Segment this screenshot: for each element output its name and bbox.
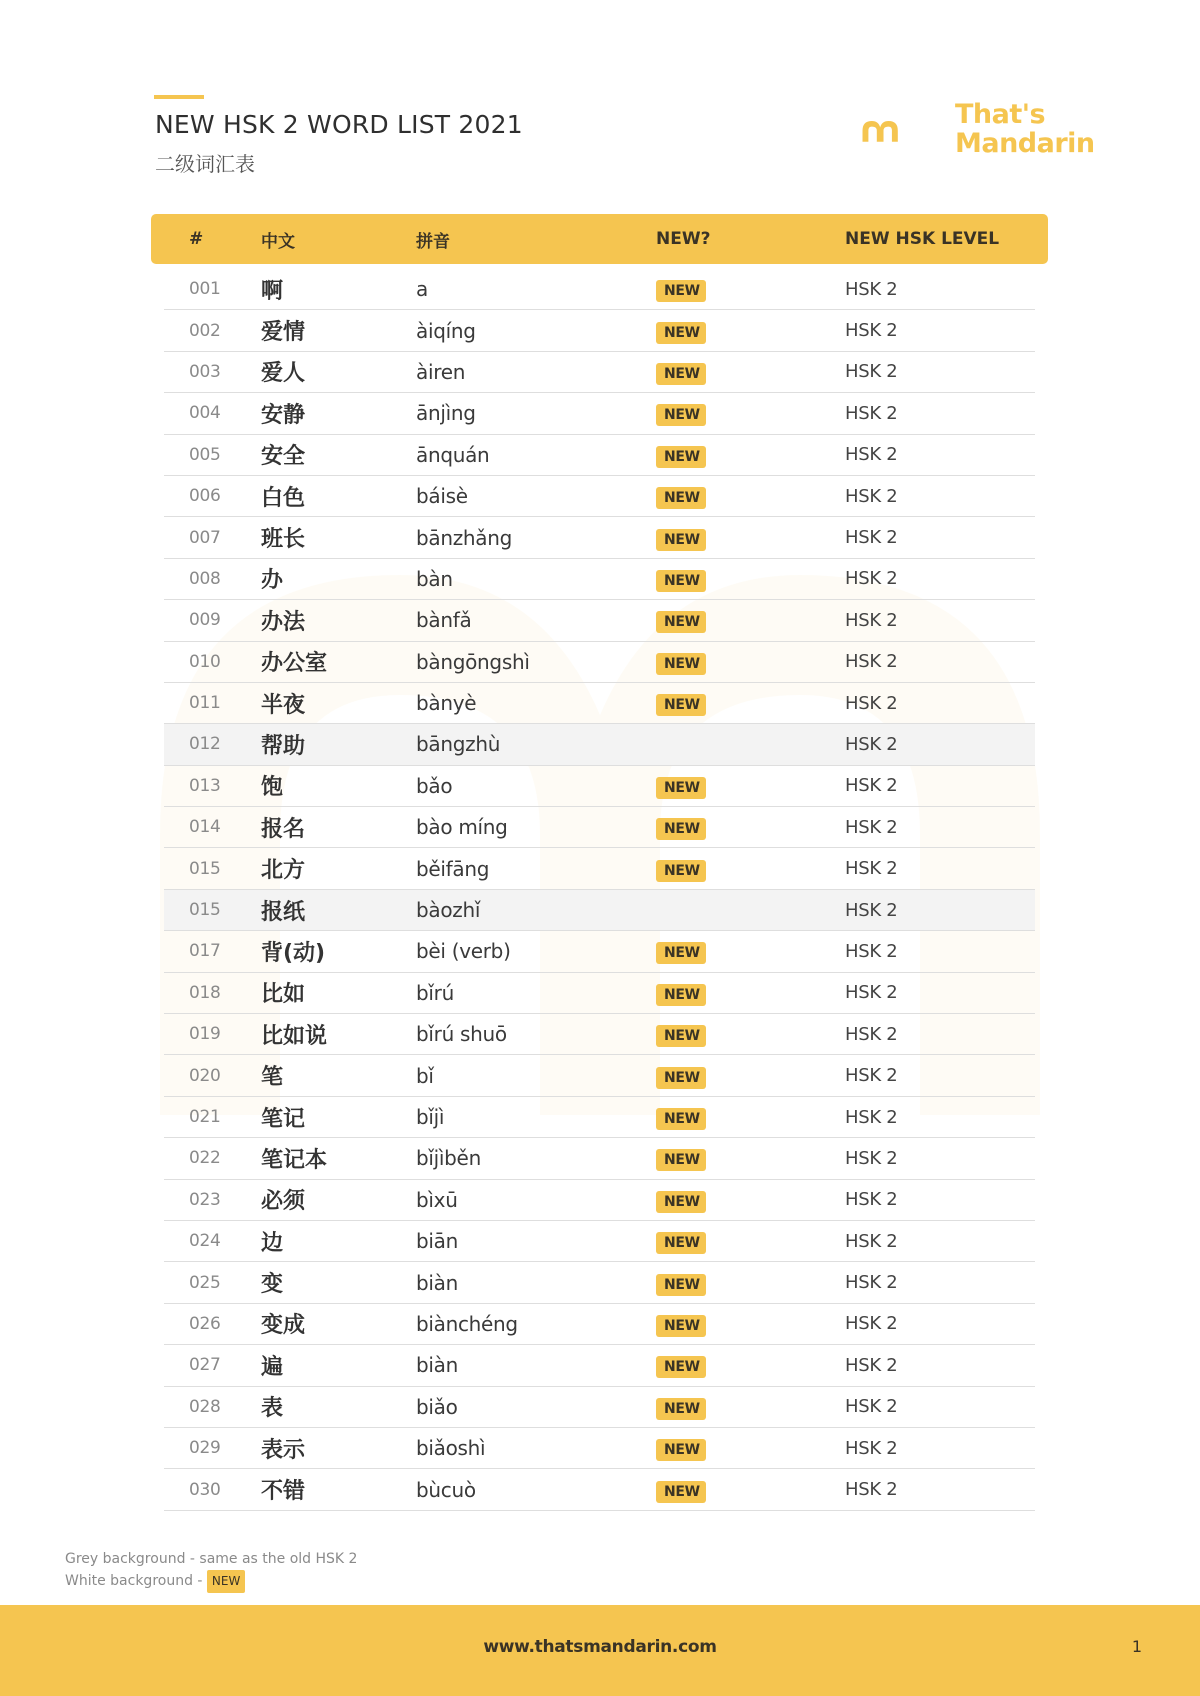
row-pinyin: bànfǎ bbox=[416, 608, 472, 633]
new-badge: NEW bbox=[656, 1398, 706, 1420]
logo-wordmark bbox=[955, 100, 1095, 158]
row-chinese: 必须 bbox=[261, 1189, 306, 1215]
row-number: 020 bbox=[189, 1065, 221, 1086]
table-row bbox=[164, 1345, 1035, 1386]
table-row bbox=[164, 393, 1035, 434]
row-pinyin: bǎo bbox=[416, 773, 453, 798]
row-new-cell bbox=[656, 400, 845, 426]
row-number: 019 bbox=[189, 1024, 221, 1045]
row-new-cell bbox=[656, 1477, 845, 1503]
row-chinese: 安全 bbox=[261, 444, 306, 470]
row-pinyin: biǎoshì bbox=[416, 1436, 486, 1461]
row-level: HSK 2 bbox=[845, 1479, 898, 1501]
new-badge: NEW bbox=[656, 487, 706, 509]
row-chinese: 边 bbox=[261, 1230, 284, 1256]
row-chinese: 笔记本 bbox=[261, 1147, 328, 1173]
table-row bbox=[164, 1014, 1035, 1055]
row-number: 008 bbox=[189, 568, 221, 589]
row-new-cell bbox=[656, 1352, 845, 1378]
row-number: 009 bbox=[189, 610, 221, 631]
row-chinese: 北方 bbox=[261, 858, 306, 884]
row-new-cell bbox=[656, 814, 845, 840]
row-number: 023 bbox=[189, 1189, 221, 1210]
row-chinese: 白色 bbox=[261, 485, 306, 511]
row-new-cell bbox=[656, 359, 845, 385]
row-chinese: 遍 bbox=[261, 1354, 284, 1380]
table-row bbox=[164, 1180, 1035, 1221]
row-number: 026 bbox=[189, 1313, 221, 1334]
row-number: 004 bbox=[189, 403, 221, 424]
row-pinyin: biǎo bbox=[416, 1394, 458, 1419]
table-row bbox=[164, 1055, 1035, 1096]
table-row bbox=[164, 1469, 1035, 1510]
row-pinyin: bìxū bbox=[416, 1187, 458, 1212]
row-pinyin: àiqíng bbox=[416, 318, 476, 343]
row-chinese: 帮助 bbox=[261, 733, 306, 759]
row-chinese: 报名 bbox=[261, 816, 306, 842]
row-new-cell bbox=[656, 483, 845, 509]
row-chinese: 班长 bbox=[261, 527, 306, 553]
row-level: HSK 2 bbox=[845, 485, 898, 507]
row-pinyin: bèi (verb) bbox=[416, 939, 511, 964]
row-level: HSK 2 bbox=[845, 609, 898, 631]
new-badge: NEW bbox=[656, 1439, 706, 1461]
row-new-cell bbox=[656, 1394, 845, 1420]
row-level: HSK 2 bbox=[845, 1106, 898, 1128]
row-pinyin: běifāng bbox=[416, 856, 490, 881]
table-row bbox=[164, 600, 1035, 641]
table-row bbox=[164, 642, 1035, 683]
row-new-cell bbox=[656, 856, 845, 882]
row-level: HSK 2 bbox=[845, 733, 898, 755]
row-pinyin: bàngōngshì bbox=[416, 649, 530, 674]
logo-text-line1: That's bbox=[955, 99, 1046, 130]
row-level: HSK 2 bbox=[845, 775, 898, 797]
row-new-cell bbox=[656, 980, 845, 1006]
word-list-table bbox=[151, 214, 1048, 1511]
row-level: HSK 2 bbox=[845, 816, 898, 838]
row-new-cell bbox=[656, 566, 845, 592]
row-chinese: 啊 bbox=[261, 278, 284, 304]
row-number: 015 bbox=[189, 900, 221, 921]
row-pinyin: a bbox=[416, 277, 428, 302]
row-new-cell bbox=[656, 938, 845, 964]
row-level: HSK 2 bbox=[845, 568, 898, 590]
row-level: HSK 2 bbox=[845, 858, 898, 880]
table-row bbox=[164, 1262, 1035, 1303]
new-badge: NEW bbox=[656, 570, 706, 592]
row-pinyin: biàn bbox=[416, 1353, 458, 1378]
table-row bbox=[164, 973, 1035, 1014]
col-header-level: NEW HSK LEVEL bbox=[845, 229, 1000, 249]
row-chinese: 爱人 bbox=[261, 361, 306, 387]
row-number: 003 bbox=[189, 361, 221, 382]
table-row bbox=[164, 269, 1035, 310]
table-row bbox=[164, 1221, 1035, 1262]
table-row bbox=[164, 310, 1035, 351]
row-new-cell bbox=[656, 1435, 845, 1461]
row-pinyin: bǐrú shuō bbox=[416, 1022, 507, 1047]
table-row bbox=[164, 435, 1035, 476]
new-badge: NEW bbox=[656, 1025, 706, 1047]
row-chinese: 报纸 bbox=[261, 899, 306, 925]
table-row bbox=[164, 517, 1035, 558]
row-pinyin: báisè bbox=[416, 484, 468, 509]
row-pinyin: biān bbox=[416, 1229, 458, 1254]
row-new-cell bbox=[656, 690, 845, 716]
row-number: 001 bbox=[189, 279, 221, 300]
footer-website-link[interactable]: www.thatsmandarin.com bbox=[483, 1637, 717, 1657]
row-number: 022 bbox=[189, 1148, 221, 1169]
row-pinyin: bǐrú bbox=[416, 980, 454, 1005]
legend-white bbox=[65, 1570, 357, 1593]
row-level: HSK 2 bbox=[845, 527, 898, 549]
row-number: 010 bbox=[189, 651, 221, 672]
row-level: HSK 2 bbox=[845, 692, 898, 714]
new-badge: NEW bbox=[656, 1315, 706, 1337]
row-pinyin: bānzhǎng bbox=[416, 525, 513, 550]
row-level: HSK 2 bbox=[845, 1437, 898, 1459]
row-chinese: 饱 bbox=[261, 775, 284, 801]
row-pinyin: bào míng bbox=[416, 815, 508, 840]
row-number: 030 bbox=[189, 1479, 221, 1500]
table-header bbox=[151, 214, 1048, 264]
row-chinese: 笔 bbox=[261, 1065, 284, 1091]
new-badge: NEW bbox=[656, 1108, 706, 1130]
legend-grey: Grey background - same as the old HSK 2 bbox=[65, 1551, 358, 1567]
row-chinese: 变成 bbox=[261, 1313, 306, 1339]
row-number: 028 bbox=[189, 1396, 221, 1417]
row-level: HSK 2 bbox=[845, 1272, 898, 1294]
col-header-pinyin: 拼音 bbox=[416, 231, 450, 252]
row-number: 025 bbox=[189, 1272, 221, 1293]
row-pinyin: biànchéng bbox=[416, 1311, 518, 1336]
row-number: 015 bbox=[189, 858, 221, 879]
table-row bbox=[164, 1428, 1035, 1469]
page-number: 1 bbox=[1131, 1637, 1142, 1656]
title-accent-bar bbox=[154, 95, 204, 99]
new-badge: NEW bbox=[656, 1149, 706, 1171]
row-pinyin: bǐ bbox=[416, 1063, 434, 1088]
row-number: 021 bbox=[189, 1107, 221, 1127]
new-badge: NEW bbox=[656, 363, 706, 385]
row-chinese: 安静 bbox=[261, 402, 306, 428]
row-number: 005 bbox=[189, 444, 221, 465]
new-badge: NEW bbox=[656, 322, 706, 344]
table-row bbox=[164, 559, 1035, 600]
row-level: HSK 2 bbox=[845, 1023, 898, 1045]
row-chinese: 表示 bbox=[261, 1437, 306, 1463]
row-level: HSK 2 bbox=[845, 940, 898, 962]
logo-text-line2: Mandarin bbox=[955, 128, 1095, 159]
row-number: 029 bbox=[189, 1438, 221, 1459]
row-chinese: 笔记 bbox=[261, 1106, 306, 1132]
table-row bbox=[164, 1387, 1035, 1428]
row-chinese: 半夜 bbox=[261, 692, 306, 718]
legend-new-badge: NEW bbox=[207, 1570, 245, 1593]
table-row bbox=[164, 352, 1035, 393]
row-level: HSK 2 bbox=[845, 1189, 898, 1211]
row-new-cell bbox=[656, 1270, 845, 1296]
row-level: HSK 2 bbox=[845, 1147, 898, 1169]
table-row bbox=[164, 683, 1035, 724]
row-new-cell bbox=[656, 525, 845, 551]
row-pinyin: ānquán bbox=[416, 442, 490, 467]
table-row bbox=[164, 848, 1035, 889]
col-header-chinese: 中文 bbox=[261, 231, 295, 252]
page-title: NEW HSK 2 WORD LIST 2021 bbox=[155, 110, 523, 139]
table-row bbox=[164, 807, 1035, 848]
col-header-number: # bbox=[189, 229, 204, 249]
row-chinese: 变 bbox=[261, 1272, 284, 1298]
row-level: HSK 2 bbox=[845, 1396, 898, 1418]
new-badge: NEW bbox=[656, 942, 706, 964]
table-row bbox=[164, 890, 1035, 931]
arch-logo-icon bbox=[860, 100, 960, 162]
row-new-cell bbox=[656, 318, 845, 344]
row-level: HSK 2 bbox=[845, 361, 898, 383]
row-pinyin: biàn bbox=[416, 1270, 458, 1295]
new-badge: NEW bbox=[656, 446, 706, 468]
row-level: HSK 2 bbox=[845, 1354, 898, 1376]
row-new-cell bbox=[656, 1228, 845, 1254]
new-badge: NEW bbox=[656, 1481, 706, 1503]
row-number: 024 bbox=[189, 1231, 221, 1252]
row-new-cell bbox=[656, 1104, 845, 1130]
row-new-cell bbox=[656, 1187, 845, 1213]
row-number: 017 bbox=[189, 941, 221, 962]
row-number: 027 bbox=[189, 1355, 221, 1376]
row-chinese: 办法 bbox=[261, 609, 306, 635]
new-badge: NEW bbox=[656, 1067, 706, 1089]
row-chinese: 背(动) bbox=[261, 940, 326, 966]
row-new-cell bbox=[656, 276, 845, 302]
row-number: 014 bbox=[189, 817, 221, 838]
new-badge: NEW bbox=[656, 1356, 706, 1378]
new-badge: NEW bbox=[656, 860, 706, 882]
row-level: HSK 2 bbox=[845, 1313, 898, 1335]
row-pinyin: bàn bbox=[416, 566, 453, 591]
page-subtitle: 二级词汇表 bbox=[155, 152, 255, 176]
new-badge: NEW bbox=[656, 611, 706, 633]
row-level: HSK 2 bbox=[845, 1230, 898, 1252]
table-row bbox=[164, 1138, 1035, 1179]
new-badge: NEW bbox=[656, 529, 706, 551]
row-level: HSK 2 bbox=[845, 320, 898, 342]
new-badge: NEW bbox=[656, 818, 706, 840]
row-level: HSK 2 bbox=[845, 444, 898, 466]
legend bbox=[65, 1549, 357, 1593]
row-chinese: 爱情 bbox=[261, 320, 306, 346]
page-footer bbox=[0, 1605, 1200, 1696]
table-row bbox=[164, 724, 1035, 765]
new-badge: NEW bbox=[656, 1274, 706, 1296]
row-chinese: 办公室 bbox=[261, 651, 328, 677]
row-chinese: 办 bbox=[261, 568, 284, 594]
row-new-cell bbox=[656, 1063, 845, 1089]
row-level: HSK 2 bbox=[845, 278, 898, 300]
new-badge: NEW bbox=[656, 777, 706, 799]
row-chinese: 不错 bbox=[261, 1479, 306, 1505]
row-level: HSK 2 bbox=[845, 651, 898, 673]
row-pinyin: bànyè bbox=[416, 691, 477, 716]
row-new-cell bbox=[656, 607, 845, 633]
row-number: 006 bbox=[189, 486, 221, 507]
row-chinese: 比如 bbox=[261, 982, 306, 1008]
row-number: 012 bbox=[189, 734, 221, 755]
row-pinyin: bǐjì bbox=[416, 1105, 445, 1129]
new-badge: NEW bbox=[656, 280, 706, 302]
row-pinyin: bàozhǐ bbox=[416, 898, 481, 923]
new-badge: NEW bbox=[656, 1191, 706, 1213]
row-new-cell bbox=[656, 442, 845, 468]
table-row bbox=[164, 766, 1035, 807]
row-new-cell bbox=[656, 1021, 845, 1047]
table-row bbox=[164, 1097, 1035, 1138]
row-new-cell bbox=[656, 1145, 845, 1171]
row-number: 002 bbox=[189, 320, 221, 341]
table-body bbox=[164, 269, 1035, 1511]
row-level: HSK 2 bbox=[845, 982, 898, 1004]
row-level: HSK 2 bbox=[845, 402, 898, 424]
row-pinyin: àiren bbox=[416, 359, 466, 384]
new-badge: NEW bbox=[656, 1232, 706, 1254]
row-level: HSK 2 bbox=[845, 899, 898, 921]
new-badge: NEW bbox=[656, 694, 706, 716]
new-badge: NEW bbox=[656, 984, 706, 1006]
table-row bbox=[164, 476, 1035, 517]
new-badge: NEW bbox=[656, 404, 706, 426]
row-number: 011 bbox=[189, 693, 221, 714]
row-new-cell bbox=[656, 649, 845, 675]
new-badge: NEW bbox=[656, 653, 706, 675]
col-header-new: NEW? bbox=[656, 229, 711, 249]
row-pinyin: bùcuò bbox=[416, 1477, 476, 1502]
row-number: 007 bbox=[189, 527, 221, 548]
legend-white-text: White background - bbox=[65, 1573, 203, 1589]
row-number: 013 bbox=[189, 775, 221, 796]
row-pinyin: ānjìng bbox=[416, 401, 476, 426]
table-row bbox=[164, 931, 1035, 972]
row-new-cell bbox=[656, 1311, 845, 1337]
row-chinese: 表 bbox=[261, 1396, 284, 1422]
table-row bbox=[164, 1304, 1035, 1345]
row-number: 018 bbox=[189, 982, 221, 1003]
row-level: HSK 2 bbox=[845, 1065, 898, 1087]
row-chinese: 比如说 bbox=[261, 1023, 328, 1049]
row-pinyin: bǐjìběn bbox=[416, 1146, 481, 1171]
row-pinyin: bāngzhù bbox=[416, 732, 501, 757]
row-new-cell bbox=[656, 773, 845, 799]
